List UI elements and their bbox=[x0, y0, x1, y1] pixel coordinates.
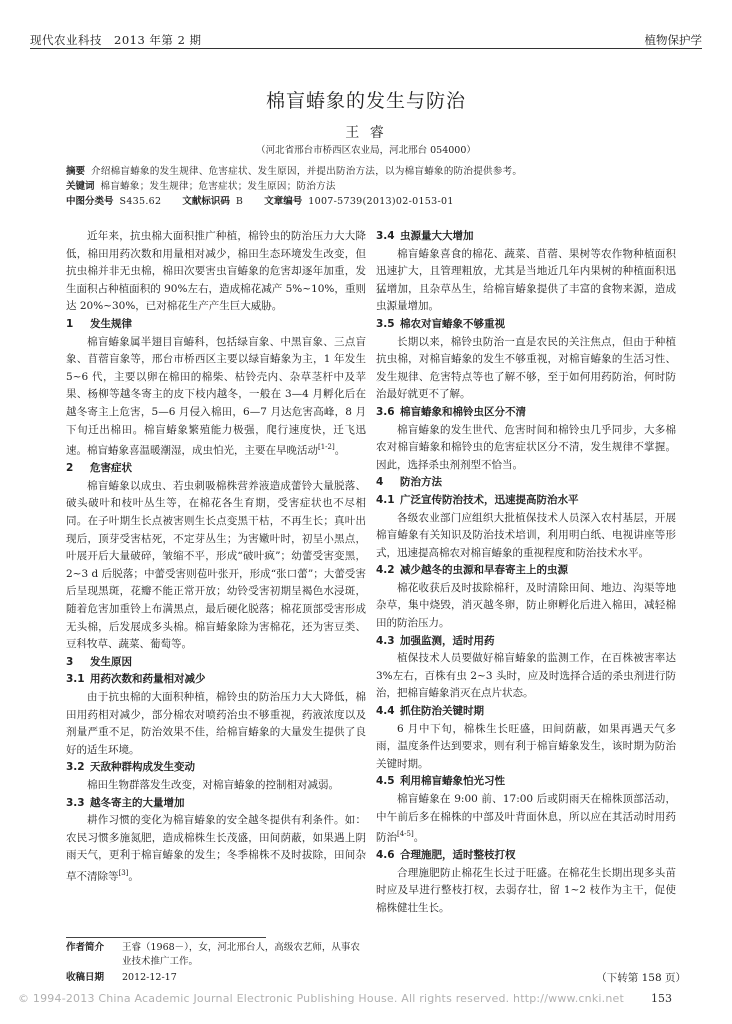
left-column bbox=[66, 228, 366, 886]
running-header bbox=[30, 26, 702, 54]
citation-3: [3] bbox=[118, 868, 129, 877]
author-affiliation: （河北省邢台市桥西区农业局，河北邢台 054000） bbox=[256, 145, 476, 156]
paragraph-2: 棉盲蝽象以成虫、若虫刺吸棉株营养液造成蕾铃大量脱落、破头破叶和枝叶丛生等，在棉花各生育期，受害症状也不尽相同。在子叶期生长点被害则生长点变黑干枯，不再生长；真叶出现后，顶芽受害枯死，不定芽丛生；为害嫩叶时，初呈小黑点，叶展开后大量破碎，皱缩不平，形成“破叶疯”；幼蕾受害变黑，2~3 d 后脱落；中蕾受害则苞叶张开，形成“张口蕾”；大蕾受害后呈现黑斑，花瓣不能正常开放；幼铃受害初期呈褐色水浸斑，随着危害加重铃上布满黑点，最后硬化脱落；棉花顶部受害形成无头棉，后发展成多头棉。棉盲蝽象除为害棉花，还为害豆类、豆科牧草、蔬菜、葡萄等。 bbox=[66, 479, 366, 651]
citation-4: [4-5] bbox=[397, 830, 414, 839]
page-number: 153 bbox=[651, 992, 672, 1005]
heading-4-1: 4.1 广泛宣传防治技术，迅速提高防治水平 bbox=[376, 493, 579, 506]
abstract-text: 介绍棉盲蝽象的发生规律、危害症状、发生原因，并提出防治方法，以为棉盲蝽象的防治提供参考。 bbox=[91, 166, 523, 177]
paragraph-3-1: 由于抗虫棉的大面积种植，棉铃虫的防治压力大大降低，棉田用药相对减少，部分棉农对喷药治虫不够重视，药液浓度以及剂量严重不足，防治效果不佳，给棉盲蝽象的大量发生提供了良好的适生环境。 bbox=[66, 690, 366, 756]
heading-3: 3 发生原因 bbox=[66, 655, 132, 668]
paragraph-4-4: 6 月中下旬，棉株生长旺盛，田间荫蔽，如果再遇天气多雨，温度条件达到要求，则有利于棉盲蝽象发生，该时期为防治关键时期。 bbox=[376, 722, 676, 770]
paragraph-4-1: 各级农业部门应组织大批植保技术人员深入农村基层，开展棉盲蝽象有关知识及防治技术培训，利用明白纸、电视讲座等形式，迅速提高棉农对棉盲蝽象的重视程度和防治技术水平。 bbox=[376, 511, 676, 559]
author-bio-label: 作者简介 bbox=[66, 942, 105, 953]
continued-note: （下转第 158 页） bbox=[596, 972, 686, 984]
paragraph-4-3: 植保技术人员要做好棉盲蝽象的监测工作，在百株被害率达 3%左右，百株有虫 2~3 头时，应及时选择合适的杀虫剂进行防治，把棉盲蝽象消灭在点片状态。 bbox=[376, 652, 676, 700]
heading-3-1: 3.1 用药次数和药量相对减少 bbox=[66, 673, 206, 686]
section-name: 植物保护学 bbox=[644, 33, 702, 47]
doc-code-label: 文献标识码 bbox=[182, 196, 230, 207]
heading-4-2: 4.2 减少越冬的虫源和早春寄主上的虫源 bbox=[376, 564, 568, 577]
heading-2: 2 危害症状 bbox=[66, 462, 132, 475]
received-date-label: 收稿日期 bbox=[66, 972, 105, 983]
article-author: 王 睿 bbox=[345, 125, 387, 141]
citation-1: [1-2] bbox=[318, 443, 335, 452]
heading-4: 4 防治方法 bbox=[376, 476, 442, 489]
abstract-label: 摘要 bbox=[66, 166, 86, 177]
intro-paragraph: 近年来，抗虫棉大面积推广种植，棉铃虫的防治压力大大降低，棉田用药次数和用量相对减少，棉田生态环境发生改变，但抗虫棉并非无虫棉，棉田次要害虫盲蝽象的危害却逐年加重，发生面积占种植面积的 90%左右，造成棉花减产 5%~10%，重则达 20%~30%，已对棉花生产产生巨大威胁。 bbox=[66, 230, 366, 313]
paragraph-1: 棉盲蝽象属半翅目盲蝽科，包括绿盲象、中黑盲象、三点盲象、苜蓿盲象等，邢台市桥西区主要以绿盲蝽象为主，1 年发生 5~6 代，主要以卵在棉田的棉柴、枯铃壳内、杂草茎杆中及苹果、杨柳等越冬寄主的皮下枝内越冬，一般在 3—4 月孵化后在越冬寄主上危害，5—6 月侵入棉田，6—7 月达危害高峰，8 月下旬迁出棉田。棉盲蝽象繁殖能力极强，爬行速度快，迁飞迅速。棉盲蝽象喜温暖潮湿，成虫怕光，主要在早晚活动[1-2]。 bbox=[66, 335, 366, 457]
abstract bbox=[66, 164, 686, 179]
heading-1: 1 发生规律 bbox=[66, 317, 132, 330]
paragraph-3-6: 棉盲蝽象的发生世代、危害时间和棉铃虫几乎同步，大多棉农对棉盲蝽象和棉铃虫的危害症状区分不清，发生规律不掌握。因此，选择杀虫剂剂型不恰当。 bbox=[376, 423, 676, 471]
classification bbox=[66, 194, 686, 209]
clc-value: S435.62 bbox=[119, 196, 162, 207]
heading-3-3: 3.3 越冬寄主的大量增加 bbox=[66, 796, 185, 809]
journal-name: 现代农业科技 2013 年第 2 期 bbox=[30, 33, 202, 47]
author-bio bbox=[66, 941, 366, 969]
doc-code-value: B bbox=[235, 196, 244, 207]
clc-label: 中图分类号 bbox=[66, 196, 114, 207]
paragraph-3-4: 棉盲蝽象喜食的棉花、蔬菜、苜蓿、果树等农作物种植面积迅速扩大，且管理粗放，尤其是当地近几年内果树的种植面积迅猛增加，且杂草丛生，给棉盲蝽象提供了丰富的食物来源，造成虫源量增加。 bbox=[376, 247, 676, 313]
heading-3-2: 3.2 天敌种群构成发生变动 bbox=[66, 761, 195, 774]
article-title: 棉盲蝽象的发生与防治 bbox=[265, 90, 466, 112]
received-date-value: 2012-12-17 bbox=[122, 972, 177, 983]
paragraph-4-2: 棉花收获后及时拔除棉秆，及时清除田间、地边、沟渠等地杂草，集中烧毁，消灭越冬卵，防止卵孵化后进入棉田，减轻棉田的防治压力。 bbox=[376, 581, 676, 630]
heading-3-6: 3.6 棉盲蝽象和棉铃虫区分不清 bbox=[376, 405, 526, 418]
paragraph-3-2: 棉田生物群落发生改变，对棉盲蝽象的控制相对减弱。 bbox=[87, 778, 339, 791]
footnote-rule bbox=[66, 937, 266, 938]
article-id-value: 1007-5739(2013)02-0153-01 bbox=[308, 196, 454, 207]
paragraph-3-5: 长期以来，棉铃虫防治一直是农民的关注焦点，但由于种植抗虫棉，对棉盲蝽象的发生不够重视，对棉盲蝽象的生活习性、发生规律、危害特点等也了解不够，至于如何用药防治，何时防治最好就更不了解。 bbox=[376, 335, 676, 401]
article-id-label: 文章编号 bbox=[264, 196, 303, 207]
author-bio-text: 王睿（1968－），女，河北邢台人，高级农艺师，从事农业技术推广工作。 bbox=[122, 942, 360, 967]
heading-4-6: 4.6 合理施肥，适时整枝打杈 bbox=[376, 849, 516, 862]
received-date bbox=[66, 971, 366, 985]
heading-4-4: 4.4 抓住防治关键时期 bbox=[376, 705, 484, 718]
paragraph-4-6: 合理施肥防止棉花生长过于旺盛。在棉花生长期出现多头苗时应及早进行整枝打杈，去弱存壮，留 1~2 枝作为主干，促使棉株健壮生长。 bbox=[376, 866, 676, 915]
keywords-label: 关键词 bbox=[66, 181, 95, 192]
heading-4-3: 4.3 加强监测，适时用药 bbox=[376, 634, 495, 647]
keywords-text: 棉盲蝽象；发生规律；危害症状；发生原因；防治方法 bbox=[100, 181, 336, 192]
keywords bbox=[66, 179, 686, 194]
heading-3-4: 3.4 虫源量大大增加 bbox=[376, 230, 474, 242]
copyright-watermark: © 1994-2013 China Academic Journal Electronic Publishing House. All rights reserved. http://www.cnki.net bbox=[18, 992, 624, 1005]
paragraph-4-5: 棉盲蝽象在 9:00 前、17:00 后或阴雨天在棉株顶部活动，中午前后多在棉株的中部及叶背面休息，所以应在其活动时用药防治[4-5]。 bbox=[376, 793, 676, 844]
right-column bbox=[376, 228, 676, 918]
header-rule bbox=[30, 48, 702, 49]
heading-3-5: 3.5 棉农对盲蝽象不够重视 bbox=[376, 317, 505, 330]
paragraph-3-3: 耕作习惯的变化为棉盲蝽象的安全越冬提供有利条件。如：农民习惯多施氮肥，造成棉株生长茂盛，田间荫蔽，如果遇上阴雨天气，更利于棉盲蝽象的发生；冬季棉株不及时拔除，田间杂草不清除等[3]。 bbox=[66, 814, 366, 883]
heading-4-5: 4.5 利用棉盲蝽象怕光习性 bbox=[376, 775, 505, 788]
